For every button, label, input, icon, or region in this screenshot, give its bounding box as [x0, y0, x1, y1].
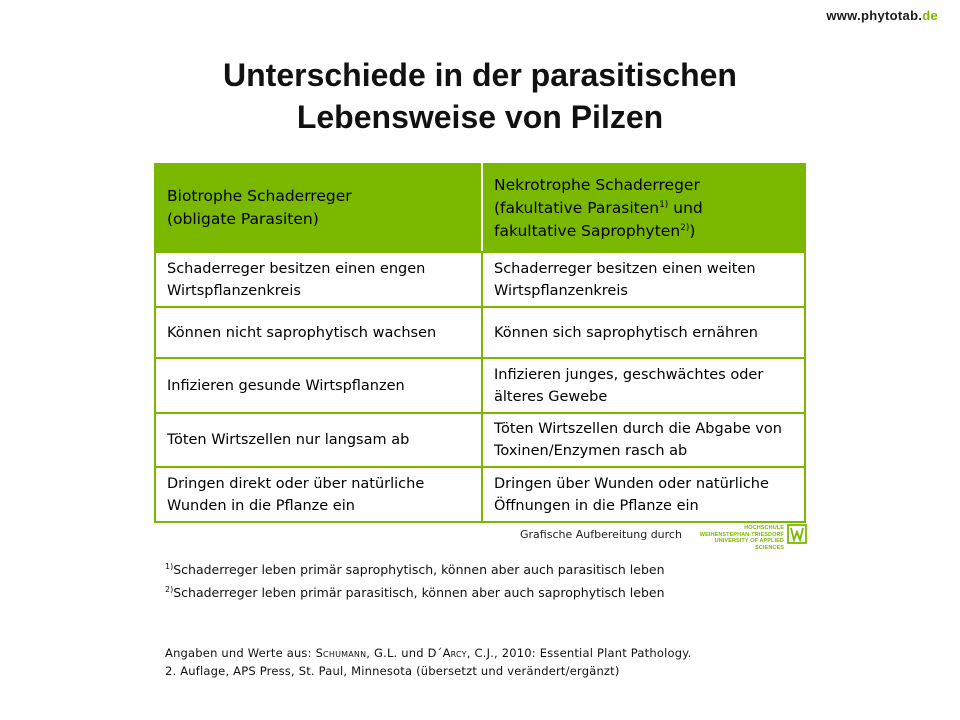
source-author-2: D´Arcy — [427, 646, 467, 660]
table-cell-biotroph: Schaderreger besitzen einen engen Wirtspflanzenkreis — [155, 252, 482, 307]
table-cell-nekrotroph: Dringen über Wunden oder natürliche Öffnungen in die Pflanze ein — [482, 467, 805, 522]
footnote-1-mark: 1) — [165, 562, 174, 571]
source-mid: , G.L. und — [366, 646, 428, 660]
footnote-1 — [165, 557, 665, 580]
credit-text: Grafische Aufbereitung durch — [520, 528, 682, 541]
page-title — [0, 54, 960, 138]
header-nekrotroph — [482, 164, 805, 252]
table-cell-biotroph: Töten Wirtszellen nur langsam ab — [155, 413, 482, 467]
header-nekrotroph-line-3: fakultative Saprophyten — [494, 221, 681, 240]
source-line-2: 2. Auflage, APS Press, St. Paul, Minnesota (übersetzt und verändert/ergänzt) — [165, 664, 620, 678]
header-nekrotroph-line-3-end: ) — [689, 221, 696, 240]
footnote-2-mark: 2) — [165, 585, 174, 595]
table-cell-nekrotroph: Schaderreger besitzen einen weiten Wirtspflanzenkreis — [482, 252, 805, 307]
table-cell-nekrotroph: Infizieren junges, geschwächtes oder älteres Gewebe — [482, 358, 805, 413]
site-url-host: www.phytotab. — [826, 8, 923, 23]
table-cell-biotroph: Dringen direkt oder über natürliche Wunden in die Pflanze ein — [155, 467, 482, 522]
footnotes — [165, 557, 665, 603]
footnote-ref-1: 1) — [659, 199, 669, 210]
source-citation — [165, 644, 805, 680]
page-title-line-2: Lebensweise von Pilzen — [296, 99, 664, 135]
footnote-ref-2: 2) — [680, 222, 690, 233]
site-url-tld: de — [922, 8, 938, 23]
university-logo-icon — [787, 524, 807, 544]
header-nekrotroph-line-2-end: und — [668, 198, 703, 217]
credit — [520, 524, 810, 551]
table-row — [155, 358, 805, 413]
table-header-row — [155, 164, 805, 252]
site-url[interactable] — [826, 8, 938, 23]
logo-line-2: WEIHENSTEPHAN-TRIESDORF — [699, 531, 784, 538]
source-prefix: Angaben und Werte aus: — [165, 646, 316, 660]
header-biotroph-line-2: (obligate Parasiten) — [167, 210, 319, 228]
table-row — [155, 307, 805, 358]
table-row — [155, 467, 805, 522]
source-rest: , C.J., 2010: Essential Plant Pathology. — [466, 646, 692, 660]
comparison-table — [154, 163, 806, 523]
footnote-1-text: Schaderreger leben primär saprophytisch, können aber auch parasitisch leben — [173, 562, 665, 578]
table-cell-nekrotroph: Können sich saprophytisch ernähren — [482, 307, 805, 358]
table-row — [155, 252, 805, 307]
source-author-1: Schumann — [315, 646, 367, 660]
table-cell-nekrotroph: Töten Wirtszellen durch die Abgabe von Toxinen/Enzymen rasch ab — [482, 413, 805, 467]
logo-line-3: UNIVERSITY OF APPLIED SCIENCES — [714, 538, 784, 551]
logo-line-1: HOCHSCHULE — [744, 525, 784, 531]
footnote-2-text: Schaderreger leben primär parasitisch, können aber auch saprophytisch leben — [173, 585, 665, 601]
footnote-2 — [165, 580, 665, 603]
header-biotroph — [155, 164, 482, 252]
university-logo-text — [692, 525, 784, 551]
page-title-line-1: Unterschiede in der parasitischen — [223, 57, 737, 93]
header-nekrotroph-line-2: (fakultative Parasiten — [494, 198, 660, 217]
table-row — [155, 413, 805, 467]
table-cell-biotroph: Infizieren gesunde Wirtspflanzen — [155, 358, 482, 413]
table-cell-biotroph: Können nicht saprophytisch wachsen — [155, 307, 482, 358]
header-nekrotroph-line-1: Nekrotrophe Schaderreger — [494, 175, 700, 194]
header-biotroph-line-1: Biotrophe Schaderreger — [167, 187, 352, 205]
